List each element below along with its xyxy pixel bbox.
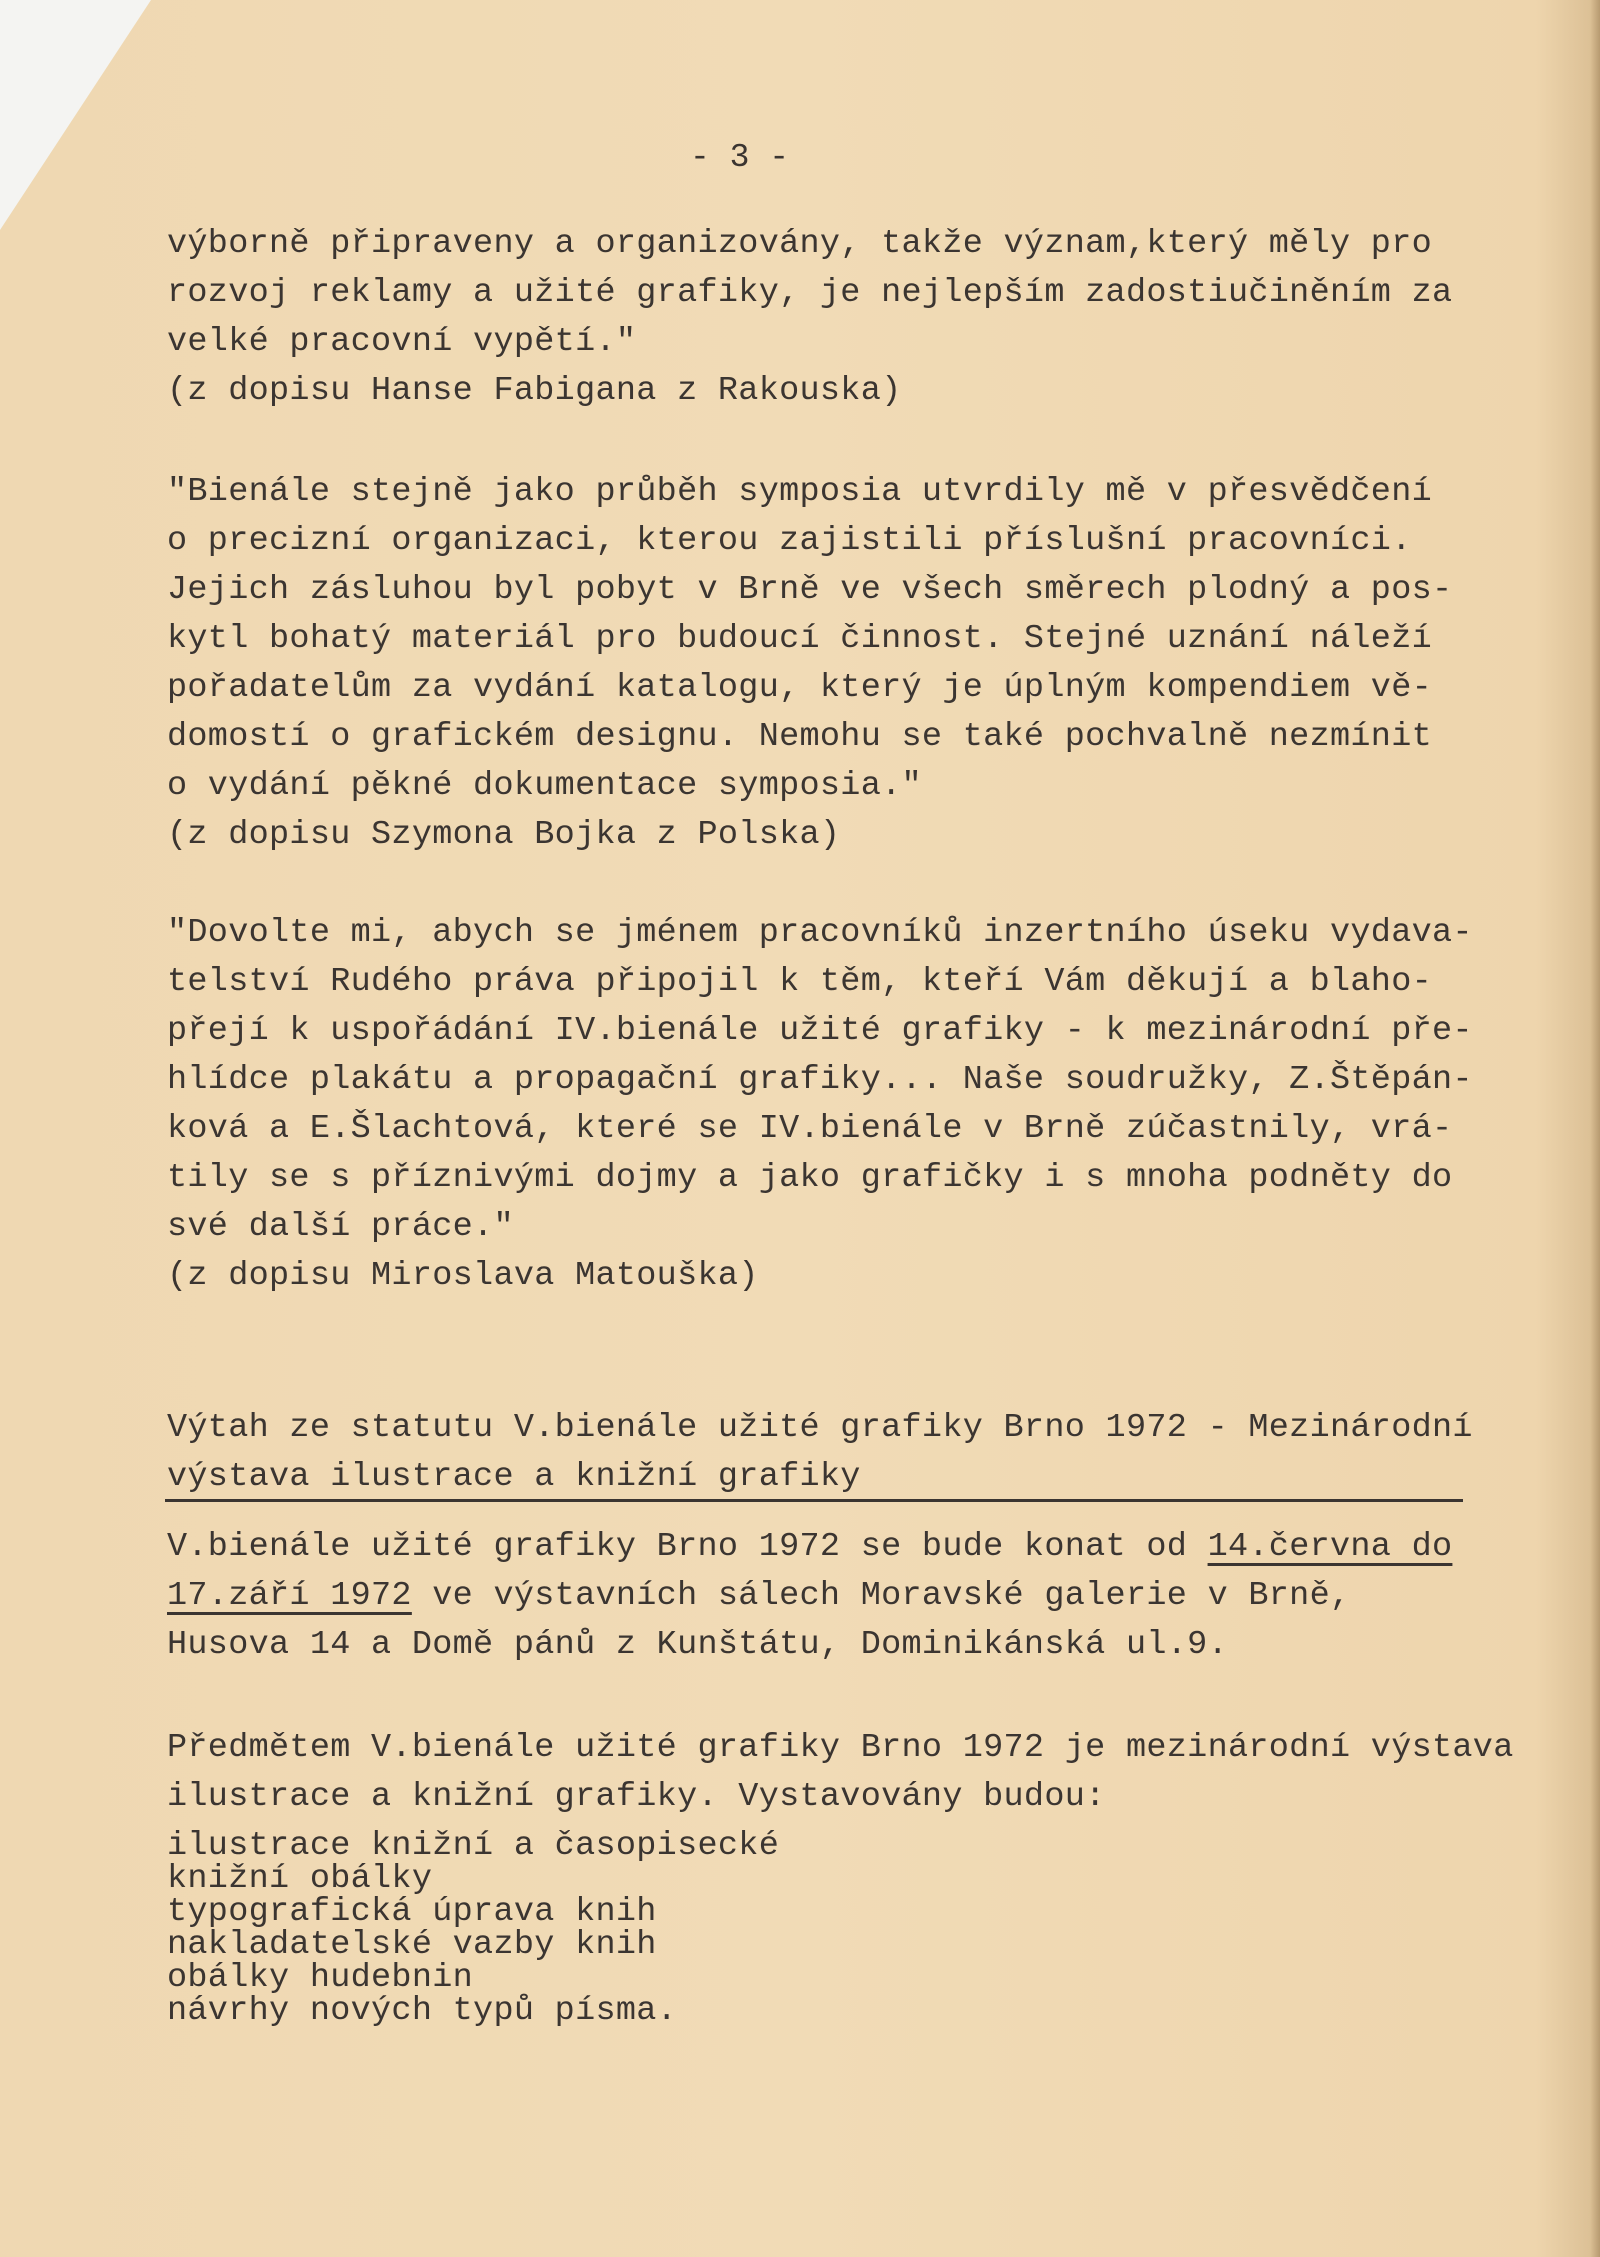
text-line: pořadatelům za vydání katalogu, který je úplným kompendiem vě-: [167, 669, 1433, 707]
heading-line: výstava ilustrace a knižní grafiky: [167, 1458, 861, 1496]
text-line: Předmětem V.bienále užité grafiky Brno 1972 je mezinárodní výstava: [167, 1729, 1514, 1767]
attribution: (z dopisu Miroslava Matouška): [167, 1257, 759, 1295]
quote-matousek: [167, 909, 1473, 1301]
text-line: o vydání pěkné dokumentace symposia.": [167, 767, 922, 805]
text-line: kytl bohatý materiál pro budoucí činnost. Stejné uznání náleží: [167, 620, 1433, 658]
section-heading: [167, 1404, 1473, 1502]
quote-bojko: [167, 468, 1452, 860]
text-line: své další práce.": [167, 1208, 514, 1246]
text-line: přejí k uspořádání IV.bienále užité grafiky - k mezinárodní pře-: [167, 1012, 1473, 1050]
attribution: (z dopisu Hanse Fabigana z Rakouska): [167, 372, 902, 410]
scan-corner: [0, 0, 151, 230]
quote-fabigan: [167, 220, 1452, 416]
date-start: 14.června do: [1207, 1528, 1453, 1566]
exhibit-categories-list: [167, 1827, 780, 2030]
exhibition-dates: [167, 1523, 1452, 1670]
text-line: telství Rudého práva připojil k těm, kteří Vám děkují a blaho-: [167, 963, 1433, 1001]
date-end: 17.září 1972: [167, 1577, 412, 1615]
exhibition-subject: [167, 1724, 1514, 1822]
list-item: návrhy nových typů písma.: [167, 1992, 678, 2030]
attribution: (z dopisu Szymona Bojka z Polska): [167, 816, 841, 854]
page-number: - 3 -: [690, 139, 790, 176]
text-line: o precizní organizaci, kterou zajistili příslušní pracovníci.: [167, 522, 1412, 560]
list-item: ilustrace knižní a časopisecké: [167, 1827, 780, 1865]
text-line: ková a E.Šlachtová, které se IV.bienále v Brně zúčastnily, vrá-: [167, 1110, 1453, 1148]
text: V.bienále užité grafiky Brno 1972 se bude konat od: [167, 1528, 1208, 1566]
list-item: typografická úprava knih: [167, 1893, 657, 1931]
text-line: rozvoj reklamy a užité grafiky, je nejlepším zadostiučiněním za: [167, 274, 1453, 312]
text-line: velké pracovní vypětí.": [167, 323, 637, 361]
list-item: nakladatelské vazby knih: [167, 1926, 657, 1964]
text-line: domostí o grafickém designu. Nemohu se také pochvalně nezmínit: [167, 718, 1433, 756]
paper-edge: [1590, 0, 1600, 2257]
heading-underline: [165, 1499, 1463, 1502]
text-line: [167, 1523, 1452, 1572]
text-line: "Dovolte mi, abych se jménem pracovníků inzertního úseku vydava-: [167, 914, 1473, 952]
text-line: Jejich zásluhou byl pobyt v Brně ve všech směrech plodný a pos-: [167, 571, 1453, 609]
text-line: ilustrace a knižní grafiky. Vystavovány budou:: [167, 1778, 1106, 1816]
text-line: [167, 1572, 1452, 1621]
list-item: knižní obálky: [167, 1860, 433, 1898]
text-line: "Bienále stejně jako průběh symposia utvrdily mě v přesvědčení: [167, 473, 1433, 511]
heading-line: Výtah ze statutu V.bienále užité grafiky Brno 1972 - Mezinárodní: [167, 1409, 1473, 1447]
text: ve výstavních sálech Moravské galerie v Brně,: [411, 1577, 1351, 1615]
text-line: Husova 14 a Domě pánů z Kunštátu, Dominikánská ul.9.: [167, 1626, 1228, 1664]
text-line: tily se s příznivými dojmy a jako grafičky i s mnoha podněty do: [167, 1159, 1453, 1197]
text-line: výborně připraveny a organizovány, takže význam,který měly pro: [167, 225, 1433, 263]
text-line: hlídce plakátu a propagační grafiky... Naše soudružky, Z.Štěpán-: [167, 1061, 1473, 1099]
list-item: obálky hudebnin: [167, 1959, 474, 1997]
